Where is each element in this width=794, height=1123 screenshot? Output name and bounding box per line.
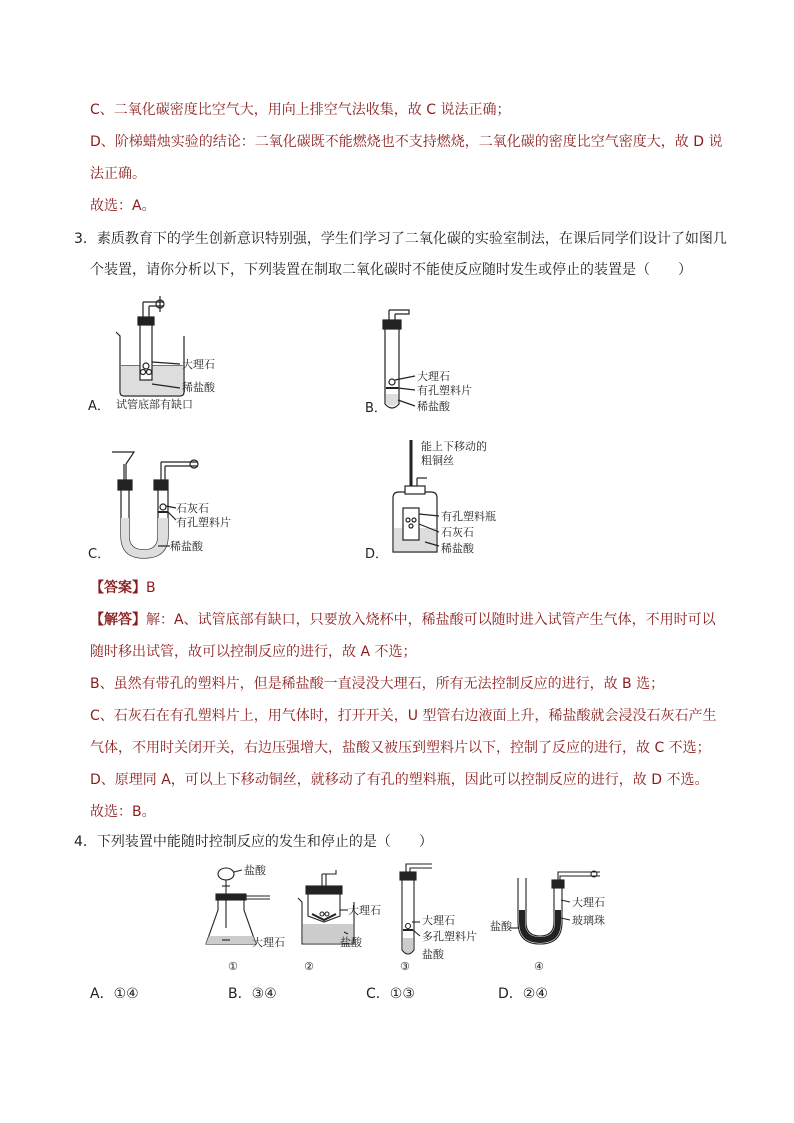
q3-figure-c	[88, 440, 288, 565]
q4-f4-label-marble: 大理石	[572, 896, 605, 909]
q4-f3-label-acid: 盐酸	[422, 948, 444, 961]
q3-d-label-wire1: 能上下移动的	[421, 440, 487, 453]
q3-b-label-marble: 大理石	[417, 370, 450, 383]
q3-stem-line1: 3．素质教育下的学生创新意识特别强，学生们学习了二氧化碳的实验室制法，在课后同学们设计了如图几	[74, 231, 727, 247]
q3-a-letter: A．	[88, 399, 110, 414]
q4-f3-label-plate: 多孔塑料片	[422, 930, 477, 943]
q4-figure-1	[200, 858, 290, 976]
q3-d-label-wire2: 粗铜丝	[421, 454, 454, 467]
q3-stem-line2: 个装置，请你分析以下，下列装置在制取二氧化碳时不能使反应随时发生或停止的装置是（ ）	[90, 262, 692, 278]
q4-f1-num: ①	[228, 960, 238, 973]
q3-analysis-a-line2: 随时移出试管，故可以控制反应的进行，故 A 不选；	[90, 644, 417, 660]
q3-b-label-plate: 有孔塑料片	[417, 384, 472, 397]
q3-analysis-tag: 【解答】	[90, 612, 146, 628]
q4-figure-2	[292, 858, 382, 976]
q3-analysis-a-line1	[90, 610, 716, 630]
q3-c-label-plate: 有孔塑料片	[176, 516, 231, 529]
q3-d-label-limestone: 石灰石	[441, 526, 474, 539]
q3-analysis-c-line1: C、石灰石在有孔塑料片上，用气体时，打开开关，U 型管右边液面上升，稀盐酸就会浸没石灰石产生	[90, 708, 717, 724]
q3-b-label-acid: 稀盐酸	[417, 400, 450, 413]
q3-c-letter: C．	[88, 547, 111, 562]
q3-answer-tag: 【答案】	[90, 580, 146, 596]
q4-f4-label-beads: 玻璃珠	[572, 914, 605, 927]
q4-f2-num: ②	[304, 960, 314, 973]
prev-explanation-d-line1: D、阶梯蜡烛实验的结论：二氧化碳既不能燃烧也不支持燃烧，二氧化碳的密度比空气密度大，故 D 说	[90, 134, 723, 150]
q4-option-d: D．②④	[498, 986, 548, 1002]
q3-analysis-d: D、原理同 A，可以上下移动铜丝，就移动了有孔的塑料瓶，因此可以控制反应的进行，故 D 不选。	[90, 772, 709, 788]
prev-explanation-c: C、二氧化碳密度比空气大，用向上排空气法收集，故 C 说法正确；	[90, 102, 511, 118]
q4-option-c: C．①③	[366, 986, 415, 1002]
q3-final-answer: 故选：B。	[90, 804, 156, 820]
q3-b-letter: B．	[365, 401, 387, 416]
q4-figure-4	[490, 858, 620, 976]
q3-d-label-bottle: 有孔塑料瓶	[441, 510, 496, 523]
q3-answer-line	[90, 578, 156, 598]
q3-d-letter: D．	[365, 547, 389, 562]
q3-figure-a	[88, 292, 288, 417]
q3-analysis-c-line2: 气体，不用时关闭开关，右边压强增大，盐酸又被压到塑料片以下，控制了反应的进行，故 C 不选；	[90, 740, 711, 756]
q4-f4-num: ④	[534, 960, 544, 973]
q3-answer-value: B	[146, 580, 156, 596]
prev-explanation-d-line2: 法正确。	[90, 166, 146, 182]
q3-d-label-acid: 稀盐酸	[441, 542, 474, 555]
q4-f3-num: ③	[400, 960, 410, 973]
q4-f3-label-marble: 大理石	[422, 914, 455, 927]
q3-figure-d	[365, 438, 525, 563]
q4-f4-label-acid: 盐酸	[490, 920, 512, 933]
q4-figure-3	[392, 858, 492, 976]
q4-option-b: B．③④	[228, 986, 277, 1002]
q3-analysis-b: B、虽然有带孔的塑料片，但是稀盐酸一直浸没大理石，所有无法控制反应的进行，故 B 选；	[90, 676, 665, 692]
q3-analysis-a1: 解：A、试管底部有缺口，只要放入烧杯中，稀盐酸可以随时进入试管产生气体，不用时可以	[146, 612, 716, 628]
q3-a-label-acid: 稀盐酸	[182, 381, 215, 394]
q4-f1-label-marble: 大理石	[252, 936, 285, 949]
q4-stem: 4．下列装置中能随时控制反应的发生和停止的是（ ）	[74, 834, 433, 850]
q3-c-label-acid: 稀盐酸	[170, 540, 203, 553]
q3-a-label-marble: 大理石	[182, 358, 215, 371]
q4-f2-label-marble: 大理石	[348, 904, 381, 917]
q3-a-caption: 试管底部有缺口	[116, 398, 193, 411]
prev-answer: 故选：A。	[90, 198, 156, 214]
q3-figure-b	[365, 306, 515, 416]
q4-f2-label-acid: 盐酸	[340, 936, 362, 949]
q3-c-label-limestone: 石灰石	[176, 502, 209, 515]
q4-option-a: A．①④	[90, 986, 139, 1002]
q4-f1-label-acid: 盐酸	[244, 864, 266, 877]
